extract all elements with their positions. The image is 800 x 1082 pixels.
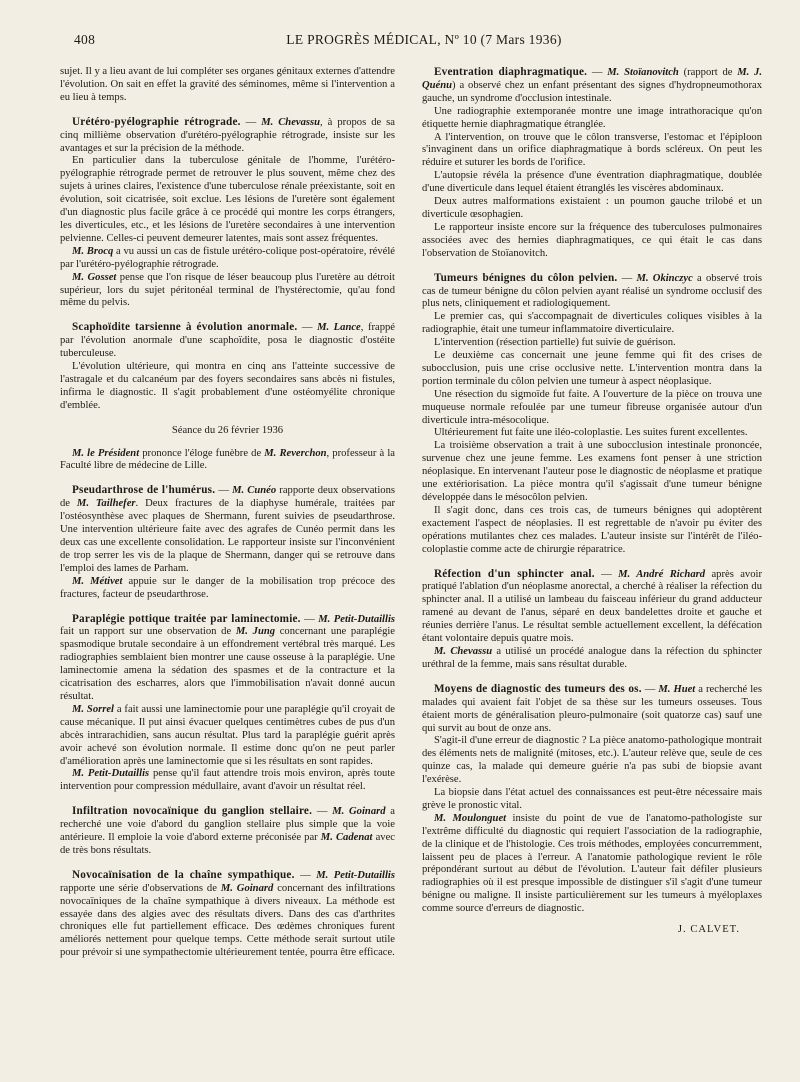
author-name: M. Métivet (72, 575, 123, 587)
paragraph: L'évolution ultérieure, qui montra en cinq ans l'atteinte successive de l'astragale et du calcanéum par des foyers secondaires sans abcès ni fistules, infirma le diagnostic. Il s'agit probablement d'une ostéomyélite chronique d'emblée. (60, 361, 395, 411)
page-header (74, 32, 774, 52)
paragraph: L'intervention (résection partielle) fut suivie de guérison. (434, 337, 676, 349)
page-number: 408 (74, 32, 96, 47)
section-title: Novocaïnisation de la chaîne sympathique. (72, 868, 295, 881)
paragraph: La troisième observation a trait à une subocclusion intestinale prononcée, survenue chez une jeune femme. Les examens font penser à une striction néoplasique. En intervenant l'auteur pose le diagnostic de néoplasme et pratique une extériorisation. La pièce montra qu'il s'agissait d'une tumeur bénigne développée dans le mésocôlon pelvien. (422, 440, 762, 503)
author-name: M. Brocq (72, 245, 114, 257)
section-tumeurs-colon: Tumeurs bénignes du côlon pelvien. — M. Okinczyc a observé trois cas de tumeur bénigne du côlon pelvien ayant réalisé un syndrome occlusif des plus nets, cliniquement et radiologiquement. Le premier cas, qui s'accompagnait de diverticules coliques visibles à la radiographie, était une tumeur inflammatoire diverticulaire. L'intervention (résection partielle) fut suivie de guérison. Le deuxième cas concernait une jeune femme qui fit des crises de subocclusion, puis une crise occlusive nette. L'intervention montra dans la portion terminale du côlon pelvien une tumeur à aspect néoplasique. Une résection du sigmoïde fut faite. A l'ouverture de la pièce on trouva une muqueuse normale refoulée par une tumeur fibreuse organisée autour d'un diverticule intra-mésocolique. Ultérieurement fut faite une iléo-coloplastie. Les suites furent excellentes. La troisième observation a trait à une subocclusion intestinale prononcée, survenue chez une jeune femme. Les examens font penser à une striction néoplasique. En intervenant l'auteur pose le diagnostic de néoplasme et pratique une extériorisation. La pièce montra qu'il s'agissait d'une tumeur bénigne développée dans le mésocôlon pelvien. Il s'agit donc, dans ces trois cas, de tumeurs bénignes qui adoptèrent exactement l'aspect de néoplasies. Il est regrettable de n'avoir pu éviter des opérations mutilantes chez ces malades. L'auteur insiste sur l'intérêt de l'iléo-coloplastie comme acte de chirurgie réparatrice. (422, 271, 763, 555)
paragraph: Le deuxième cas concernait une jeune femme qui fit des crises de subocclusion, puis une crise occlusive nette. L'intervention montra dans la portion terminale du côlon pelvien une tumeur à aspect néoplasique. (422, 350, 762, 387)
paragraph: La biopsie dans l'état actuel des connaissances est peut-être nécessaire mais grève le pronostic vital. (422, 787, 762, 811)
section-novocainisation: Novocaïnisation de la chaîne sympathique. — M. Petit-Dutaillis rapporte une série d'observations de M. Goinard concernant des infiltrations novocaïniques de la chaîne sympathique à divers niveaux. La méthode est essayée dans des algies avec des résultats divers. Dans des cas d'arthrites chroniques elle fut partiellement efficace. Des œdèmes chroniques furent améliorés nettement pour quelque temps. Cette méthode serait surtout utile pour prévoir si une sympathectomie ultérieurement tentée, pourra être efficace. (60, 868, 396, 959)
paragraph: Il s'agit donc, dans ces trois cas, de tumeurs bénignes qui adoptèrent exactement l'aspect de néoplasies. Il est regrettable de n'avoir pu éviter des opérations mutilantes chez ces malades. L'auteur insiste sur l'intérêt de l'iléo-coloplastie comme acte de chirurgie réparatrice. (422, 504, 762, 555)
author-name: M. Cunéo (232, 485, 277, 497)
author-name: M. Goinard (332, 806, 386, 818)
author-name: M. Chevassu (261, 116, 321, 128)
paragraph: En particulier dans la tuberculose génitale de l'homme, l'urétéro-pyélographie rétrograde permet de retrouver le plus souvent, même chez des sujets à urines claires, l'existence d'une tuberculose rénale préexistante, soit en évolution, soit cicatrisée, soit exclue. Les lésions de l'uretère sont également d'un diagnostic plus facile grâce à ce procédé qui montre les corps étrangers, les diverticules, etc., et les lésions de l'uretère secondaires à une intervention pelvienne. Celles-ci peuvent demeurer latentes, mais sont assez fréquentes. (60, 155, 395, 244)
section-title: Urétéro-pyélographie rétrograde. (72, 115, 241, 128)
paragraph: Le premier cas, qui s'accompagnait de diverticules coliques visibles à la radiographie, était une tumeur inflammatoire diverticulaire. (422, 311, 762, 336)
author-name: M. Petit-Dutaillis (318, 613, 396, 625)
paragraph: Une radiographie extemporanée montre une image intrathoracique qu'on étiquette hernie diaphragmatique étranglée. (422, 105, 762, 130)
section-infiltration: Infiltration novocaïnique du ganglion stellaire. — M. Goinard a recherché une voie d'abord du ganglion stellaire plus simple que la voie antérieure. Il emploie la voie d'abord externe préconisée par M. Cadenat avec de très bons résultats. (60, 805, 396, 856)
author-signature: J. CALVET. (677, 924, 740, 936)
section-eventration: Eventration diaphragmatique. — M. Stoïanovitch (rapport de M. J. Quénu) a observé chez un enfant présentant des signes d'hydropneumothorax gauche, un syndrome d'occlusion intestinale. Une radiographie extemporanée montre une image intrathoracique qu'on étiquette hernie diaphragmatique étranglée. A l'intervention, on trouve que le côlon transverse, l'estomac et l'épiploon s'invaginent dans un orifice diaphragmatique à bords scléreux. On peut les réduire et suturer les bords de l'orifice. L'autopsie révéla la présence d'une éventration diaphragmatique, doublée d'une diverticule dans lequel étaient étranglés les viscères abdominaux. Deux autres malformations existaient : un poumon gauche trilobé et un diverticule œsophagien. Le rapporteur insiste encore sur la fréquence des tuberculoses pulmonaires associées avec des hernies diaphragmatiques, ce qui était le cas dans l'observation de Stoïanovitch. (422, 66, 762, 259)
author-name: M. Lance (317, 322, 361, 334)
section-paraplegie: Paraplégie pottique traitée par laminectomie. — M. Petit-Dutaillis fait un rapport sur une observation de M. Jung concernant une paraplégie spasmodique brutale secondaire à un effondrement vertébral très marqué. Les radiographies semblaient bien montrer une cause osseuse à la paraplégie. Une laminectomie amena la sédation des spasmes et de la contracture et la cicatrisation des escharres, alors que l'immobilisation n'avait donné aucun résultat. M. Sorrel a fait aussi une laminectomie pour une paraplégie qu'il croyait de cause mécanique. Il put ainsi évacuer quelques centimètres cubes de pus d'un abcès intrarachidien, sans aucun résultat. Plus tard la paraplégie guérit après avoir achevé son évolution normale. Il estime donc qu'on ne peut parler d'amélioration après une laminectomie que si les résultats en sont rapides. M. Petit-Dutaillis pense qu'il faut attendre trois mois environ, après toute intervention pour compression médullaire, avant d'avoir un résultat réel. (60, 612, 396, 793)
paragraph: sujet. Il y a lieu avant de lui compléter ses organes génitaux externes d'attendre l'évolution. On sait en effet la gravité des séminomes, même si l'intervention a eu lieu à temps. (60, 66, 395, 103)
section-title: Tumeurs bénignes du côlon pelvien. (434, 271, 618, 284)
left-column: sujet. Il y a lieu avant de lui compléter ses organes génitaux externes d'attendre l'évolution. On sait en effet la gravité des séminomes, même si l'intervention a eu lieu à temps. Urétéro-pyélographie rétrograde. — M. Chevassu, à propos de sa cinq millième observation d'urétéro-pyélographie rétrograde, insiste sur les avantages et sur la précision de la méthode. En particulier dans la tuberculose génitale de l'homme, l'urétéro-pyélographie rétrograde permet de retrouver le plus souvent, même chez des sujets à urines claires, l'existence d'une tuberculose rénale préexistante, soit en évolution, soit cicatrisée, soit exclue. Les lésions de l'uretère sont également d'un diagnostic plus facile grâce à ce procédé qui montre les corps étrangers, les diverticules, etc., et les lésions de l'uretère secondaires à une intervention pelvienne. Celles-ci peuvent demeurer latentes, mais sont assez fréquentes. M. Brocq a vu aussi un cas de fistule urétéro-colique post-opératoire, révélé par l'urétéro-pyélographie rétrograde. M. Gosset pense que l'on risque de léser beaucoup plus l'uretère au détroit supérieur, lors du sujet péritonéal terminal de l'hystérectomie, qu'au fond même du pelvis. Scaphoïdite tarsienne à évolution anormale. — M. Lance, frappé par l'évolution anormale d'une scaphoïdite, posa le diagnostic d'ostéite tuberculeuse. L'évolution ultérieure, qui montra en cinq ans l'atteinte successive de l'astragale et du calcanéum par des foyers secondaires sans abcès ni fistules, infirma le diagnostic. Il s'agit probablement d'une ostéomyélite chronique d'emblée. Séance du 26 février 1936 M. le Président prononce l'éloge funèbre de M. Reverchon, professeur à la Faculté libre de médecine de Lille. Pseudarthrose de l'humérus. — M. Cunéo rapporte deux observations de M. Tailhefer. Deux fractures de la diaphyse humérale, traitées par l'ostéosynthèse avec plaques de Shermann, furent suivies de pseudarthrose. Une intervention ultérieure faite avec des agrafes de Cunéo permit dans les deux cas une excellente consolidation. Le rapporteur insiste sur l'inconvénient de trop serrer les vis de la plaque de Shermann, danger qui se retrouve dans l'emploi des lames de Parham. M. Métivet appuie sur le danger de la mobilisation trop précoce des fractures, facteur de pseudarthrose. Paraplégie pottique traitée par laminectomie. — M. Petit-Dutaillis fait un rapport sur une observation de M. Jung concernant une paraplégie spasmodique brutale secondaire à un effondrement vertébral très marqué. Les radiographies semblaient bien montrer une cause osseuse à la paraplégie. Une laminectomie amena la sédation des spasmes et de la contracture et la cicatrisation des escharres, alors que l'immobilisation n'avait donné aucun résultat. M. Sorrel a fait aussi une laminectomie pour une paraplégie qu'il croyait de cause mécanique. Il put ainsi évacuer quelques centimètres cubes de pus d'un abcès intrarachidien, sans aucun résultat. Plus tard la paraplégie guérit après avoir achevé son évolution normale. Il estime donc qu'on ne peut parler d'amélioration après une laminectomie que si les résultats en sont rapides. M. Petit-Dutaillis pense qu'il faut attendre trois mois environ, après toute intervention pour compression médullaire, avant d'avoir un résultat réel. Infiltration novocaïnique du ganglion stellaire. — M. Goinard a recherché une voie d'abord du ganglion stellaire plus simple que la voie antérieure. Il emploie la voie d'abord externe préconisée par M. Cadenat avec de très bons résultats. Novocaïnisation de la chaîne sympathique. — M. Petit-Dutaillis rapporte une série d'observations de M. Goinard concernant des infiltrations novocaïniques de la chaîne sympathique à divers niveaux. La méthode est essayée dans des algies avec des résultats divers. Dans des cas d'arthrites chroniques elle fut partiellement efficace. Des œdèmes chroniques furent améliorés nettement pour quelque temps. Cette méthode serait surtout utile pour prévoir si une sympathectomie ultérieurement tentée, pourra être efficace. (60, 66, 396, 959)
author-name: M. J. Quénu (422, 67, 762, 91)
author-name: M. Reverchon (264, 447, 327, 459)
seance-date: Séance du 26 février 1936 (171, 424, 284, 436)
section-title: Infiltration novocaïnique du ganglion stellaire. (72, 805, 313, 818)
section-title: Scaphoïdite tarsienne à évolution anormale. (72, 321, 298, 334)
section-title: Réfection d'un sphincter anal. (434, 567, 595, 580)
author-name: M. Chevassu (434, 645, 493, 657)
paragraph: S'agit-il d'une erreur de diagnostic ? La pièce anatomo-pathologique montrait des éléments nets de malignité (mitoses, etc.). L'auteur relève que, seule de ces quinze cas, la malade qui demeure guérie n'a pas subi de biopsie avant l'exérèse. (422, 735, 762, 786)
author-name: M. Petit-Dutaillis (316, 869, 395, 881)
author-name: M. Petit-Dutaillis (72, 768, 150, 780)
section-scaphoidite: Scaphoïdite tarsienne à évolution anormale. — M. Lance, frappé par l'évolution anormale d'une scaphoïdite, posa le diagnostic d'ostéite tuberculeuse. L'évolution ultérieure, qui montra en cinq ans l'atteinte successive de l'astragale et du calcanéum par des foyers secondaires sans abcès ni fistules, infirma le diagnostic. Il s'agit probablement d'une ostéomyélite chronique d'emblée. (60, 321, 396, 411)
author-name: M. Stoïanovitch (607, 67, 679, 78)
paragraph: Le rapporteur insiste encore sur la fréquence des tuberculoses pulmonaires associées avec des hernies diaphragmatiques, ce qui était le cas dans l'observation de Stoïanovitch. (422, 221, 762, 259)
author-name: M. Cadenat (320, 832, 373, 844)
author-name: M. Huet (658, 683, 696, 695)
author-name: M. Goinard (220, 882, 274, 894)
paragraph: Une résection du sigmoïde fut faite. A l'ouverture de la pièce on trouva une muqueuse normale refoulée par une tumeur fibreuse organisée autour d'un diverticule intra-mésocolique. (422, 388, 762, 426)
author-name: M. Okinczyc (636, 272, 693, 284)
section-ureteropyelography: Urétéro-pyélographie rétrograde. — M. Chevassu, à propos de sa cinq millième observation d'urétéro-pyélographie rétrograde, insiste sur les avantages et sur la précision de la méthode. En particulier dans la tuberculose génitale de l'homme, l'urétéro-pyélographie rétrograde permet de retrouver le plus souvent, même chez des sujets à urines claires, l'existence d'une tuberculose rénale préexistante, soit en évolution, soit cicatrisée, soit exclue. Les lésions de l'uretère sont également d'un diagnostic plus facile grâce à ce procédé qui montre les corps étrangers, les diverticules, etc., et les lésions de l'uretère secondaires à une intervention pelvienne. Celles-ci peuvent demeurer latentes, mais sont assez fréquentes. M. Brocq a vu aussi un cas de fistule urétéro-colique post-opératoire, révélé par l'urétéro-pyélographie rétrograde. M. Gosset pense que l'on risque de léser beaucoup plus l'uretère au détroit supérieur, lors du sujet péritonéal terminal de l'hystérectomie, qu'au fond même du pelvis. (60, 115, 395, 309)
paragraph: A l'intervention, on trouve que le côlon transverse, l'estomac et l'épiploon s'invaginent dans un orifice diaphragmatique à bords scléreux. On peut les réduire et suturer les bords de l'orifice. (422, 131, 762, 169)
section-title: Paraplégie pottique traitée par laminectomie. (72, 612, 301, 625)
paragraph: Ultérieurement fut faite une iléo-coloplastie. Les suites furent excellentes. (434, 427, 748, 439)
author-name: M. Sorrel (72, 703, 115, 715)
paragraph: Deux autres malformations existaient : un poumon gauche trilobé et un diverticule œsophagien. (422, 196, 762, 220)
section-title: Moyens de diagnostic des tumeurs des os. (434, 682, 642, 695)
author-name: M. le Président (72, 447, 140, 459)
author-name: M. Tailhefer (76, 498, 136, 510)
section-pseudarthrose: Pseudarthrose de l'humérus. — M. Cunéo rapporte deux observations de M. Tailhefer. Deux fractures de la diaphyse humérale, traitées par l'ostéosynthèse avec plaques de Shermann, furent suivies de pseudarthrose. Une intervention ultérieure faite avec des agrafes de Cunéo permit dans les deux cas une excellente consolidation. Le rapporteur insiste sur l'inconvénient de trop serrer les vis de la plaque de Shermann, danger qui se retrouve dans l'emploi des lames de Parham. M. Métivet appuie sur le danger de la mobilisation trop précoce des fractures, facteur de pseudarthrose. (60, 484, 395, 600)
author-name: M. André Richard (618, 568, 706, 580)
running-title: LE PROGRÈS MÉDICAL, Nº 10 (7 Mars 1936) (286, 32, 562, 47)
section-sphincter: Réfection d'un sphincter anal. — M. André Richard après avoir pratiqué l'ablation d'un néoplasme anorectal, a cherché à réaliser la réfection du sphincter anal. Il a utilisé un lambeau du faisceau inférieur du grand adducteur ramené au devant de l'anus, séparé en deux bandelettes droite et gauche et réunies derrière l'anus. Le résultat semble actuellement excellent, la défécation étant volontaire depuis quatre mois. M. Chevassu a utilisé un procédé analogue dans la réfection du sphincter uréthral de la femme, mais sans résultat durable. (422, 567, 763, 670)
right-column (422, 66, 762, 937)
section-tumeurs-os: Moyens de diagnostic des tumeurs des os. — M. Huet a recherché les malades qui avaient fait l'objet de sa thèse sur les tumeurs osseuses. Tous étaient morts de généralisation pleuro-pulmonaire (soit quatorze cas) sauf une qui survit au bout de onze ans. S'agit-il d'une erreur de diagnostic ? La pièce anatomo-pathologique montrait des éléments nets de malignité (mitoses, etc.). L'auteur relève que, seule de ces quinze cas, la malade qui demeure guérie n'a pas subi de biopsie avant l'exérèse. La biopsie dans l'état actuel des connaissances est peut-être nécessaire mais grève le pronostic vital. M. Moulonguet insiste du point de vue de l'anatomo-pathologiste sur l'extrême difficulté du diagnostic qui requiert l'association de la radiographie, de la clinique et de l'histologie. Ces trois méthodes, employées concurremment, laissent peu de places à l'erreur. A l'anatomie pathologique revient le rôle prépondérant surtout au début de l'évolution. L'auteur fait défiler plusieurs radiographies où il est presque impossible de distinguer s'il s'agit d'une tumeur bénigne ou maligne. Il insiste particulièrement sur les tumeurs à myéloplaxes comme source d'erreurs de diagnostic. (422, 682, 762, 915)
section-title: Pseudarthrose de l'humérus. (72, 484, 216, 497)
paragraph: L'autopsie révéla la présence d'une éventration diaphragmatique, doublée d'une diverticule dans lequel étaient étranglés les viscères abdominaux. (422, 170, 762, 195)
author-name: M. Moulonguet (434, 812, 507, 824)
author-name: M. Jung (235, 626, 276, 638)
author-name: M. Gosset (72, 271, 117, 283)
section-title: Eventration diaphragmatique. (434, 66, 588, 78)
